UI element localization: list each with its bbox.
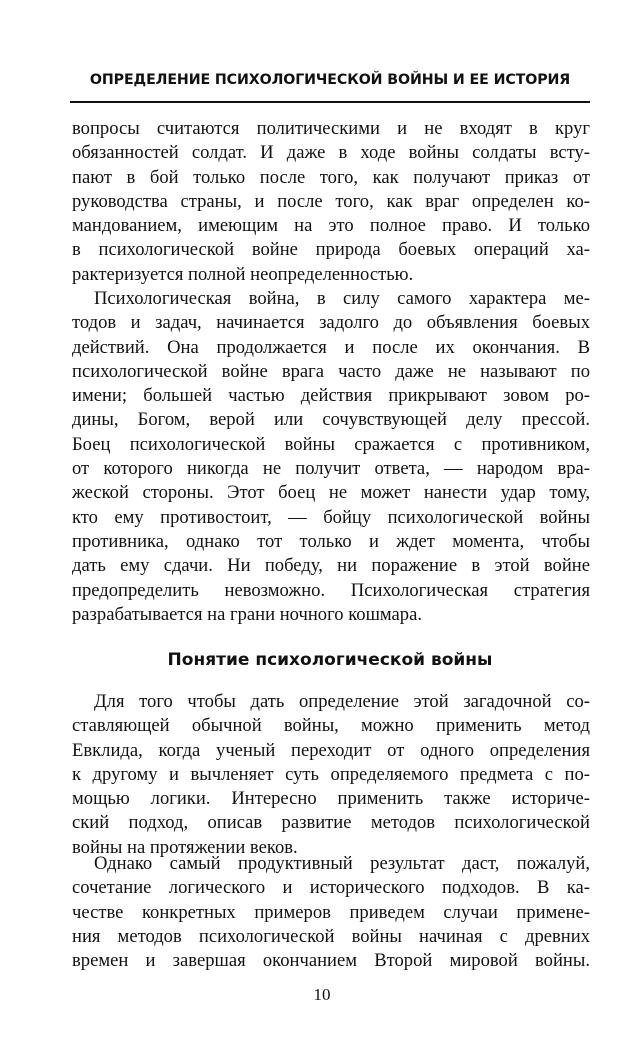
text-line: Боец психологической войны сражается с противником, bbox=[72, 433, 590, 455]
text-line: жеской стороны. Этот боец не может нанести удар тому, bbox=[72, 482, 590, 504]
text-line: рактеризуется полной неопределенностью. bbox=[72, 263, 414, 285]
text-line: тодов и задач, начинается задолго до объявления боевых bbox=[72, 312, 590, 334]
text-line: войны на протяжении веков. bbox=[72, 836, 298, 858]
page-number: 10 bbox=[313, 985, 331, 1004]
text-line: ния методов психологической войны начиная с древних bbox=[72, 925, 590, 947]
text-line: мощью логики. Интересно применить также историче- bbox=[72, 788, 590, 810]
text-line: предопределить невозможно. Психологическая стратегия bbox=[72, 579, 590, 601]
section-heading: Понятие психологической войны bbox=[167, 650, 493, 670]
text-line: Однако самый продуктивный результат даст, пожалуй, bbox=[94, 853, 590, 874]
text-line: кто ему противостоит, — бойцу психологической войны bbox=[72, 506, 590, 528]
text-line: Психологическая война, в силу самого характера ме- bbox=[94, 288, 590, 309]
text-line: времен и завершая окончанием Второй мировой войны. bbox=[72, 950, 590, 972]
paragraph-4 bbox=[72, 852, 590, 973]
text-line: противника, однако тот только и ждет момента, чтобы bbox=[72, 530, 590, 552]
text-line: к другому и вычленяет суть определяемого предмета с по- bbox=[72, 763, 590, 785]
text-line: от которого никогда не получит ответа, — народом вра- bbox=[72, 458, 590, 480]
text-line: пают в бой только после того, как получают приказ от bbox=[72, 166, 590, 188]
text-line: Для того чтобы дать определение этой загадочной со- bbox=[94, 691, 590, 712]
text-line: обязанностей солдат. И даже в ходе войны солдаты всту- bbox=[72, 142, 590, 164]
text-line: ставляющей обычной войны, можно применить метод bbox=[72, 715, 590, 737]
text-line: сочетание логического и исторического подходов. В ка- bbox=[72, 877, 590, 899]
text-line: честве конкретных примеров приведем случаи примене- bbox=[72, 901, 590, 923]
text-line: ский подход, описав развитие методов психологической bbox=[72, 812, 590, 834]
text-line: руководства страны, и после того, как враг определен ко- bbox=[72, 190, 590, 212]
paragraph-2 bbox=[72, 287, 590, 627]
text-line: дины, Богом, верой или сочувствующей делу прессой. bbox=[72, 409, 590, 431]
running-head: ОПРЕДЕЛЕНИЕ ПСИХОЛОГИЧЕСКОЙ ВОЙНЫ И ЕЕ ИСТОРИЯ bbox=[89, 72, 571, 88]
text-line: действий. Она продолжается и после их окончания. В bbox=[72, 336, 590, 358]
text-line: дать ему сдачи. Ни победу, ни поражение в этой войне bbox=[72, 555, 590, 577]
text-line: мандованием, имеющим на это полное право. И только bbox=[72, 215, 590, 237]
paragraph-3 bbox=[72, 690, 590, 860]
text-line: в психологической войне природа боевых операций ха- bbox=[72, 239, 590, 261]
paragraph-1 bbox=[72, 117, 590, 287]
text-line: разрабатывается на грани ночного кошмара. bbox=[72, 603, 422, 625]
text-line: вопросы считаются политическими и не входят в круг bbox=[72, 118, 590, 139]
text-line: имени; большей частью действия прикрывают зовом ро- bbox=[72, 385, 590, 407]
text-line: психологической войне врага часто даже не называют по bbox=[72, 360, 590, 382]
text-line: Евклида, когда ученый переходит от одного определения bbox=[72, 739, 590, 761]
header-rule bbox=[70, 101, 590, 103]
